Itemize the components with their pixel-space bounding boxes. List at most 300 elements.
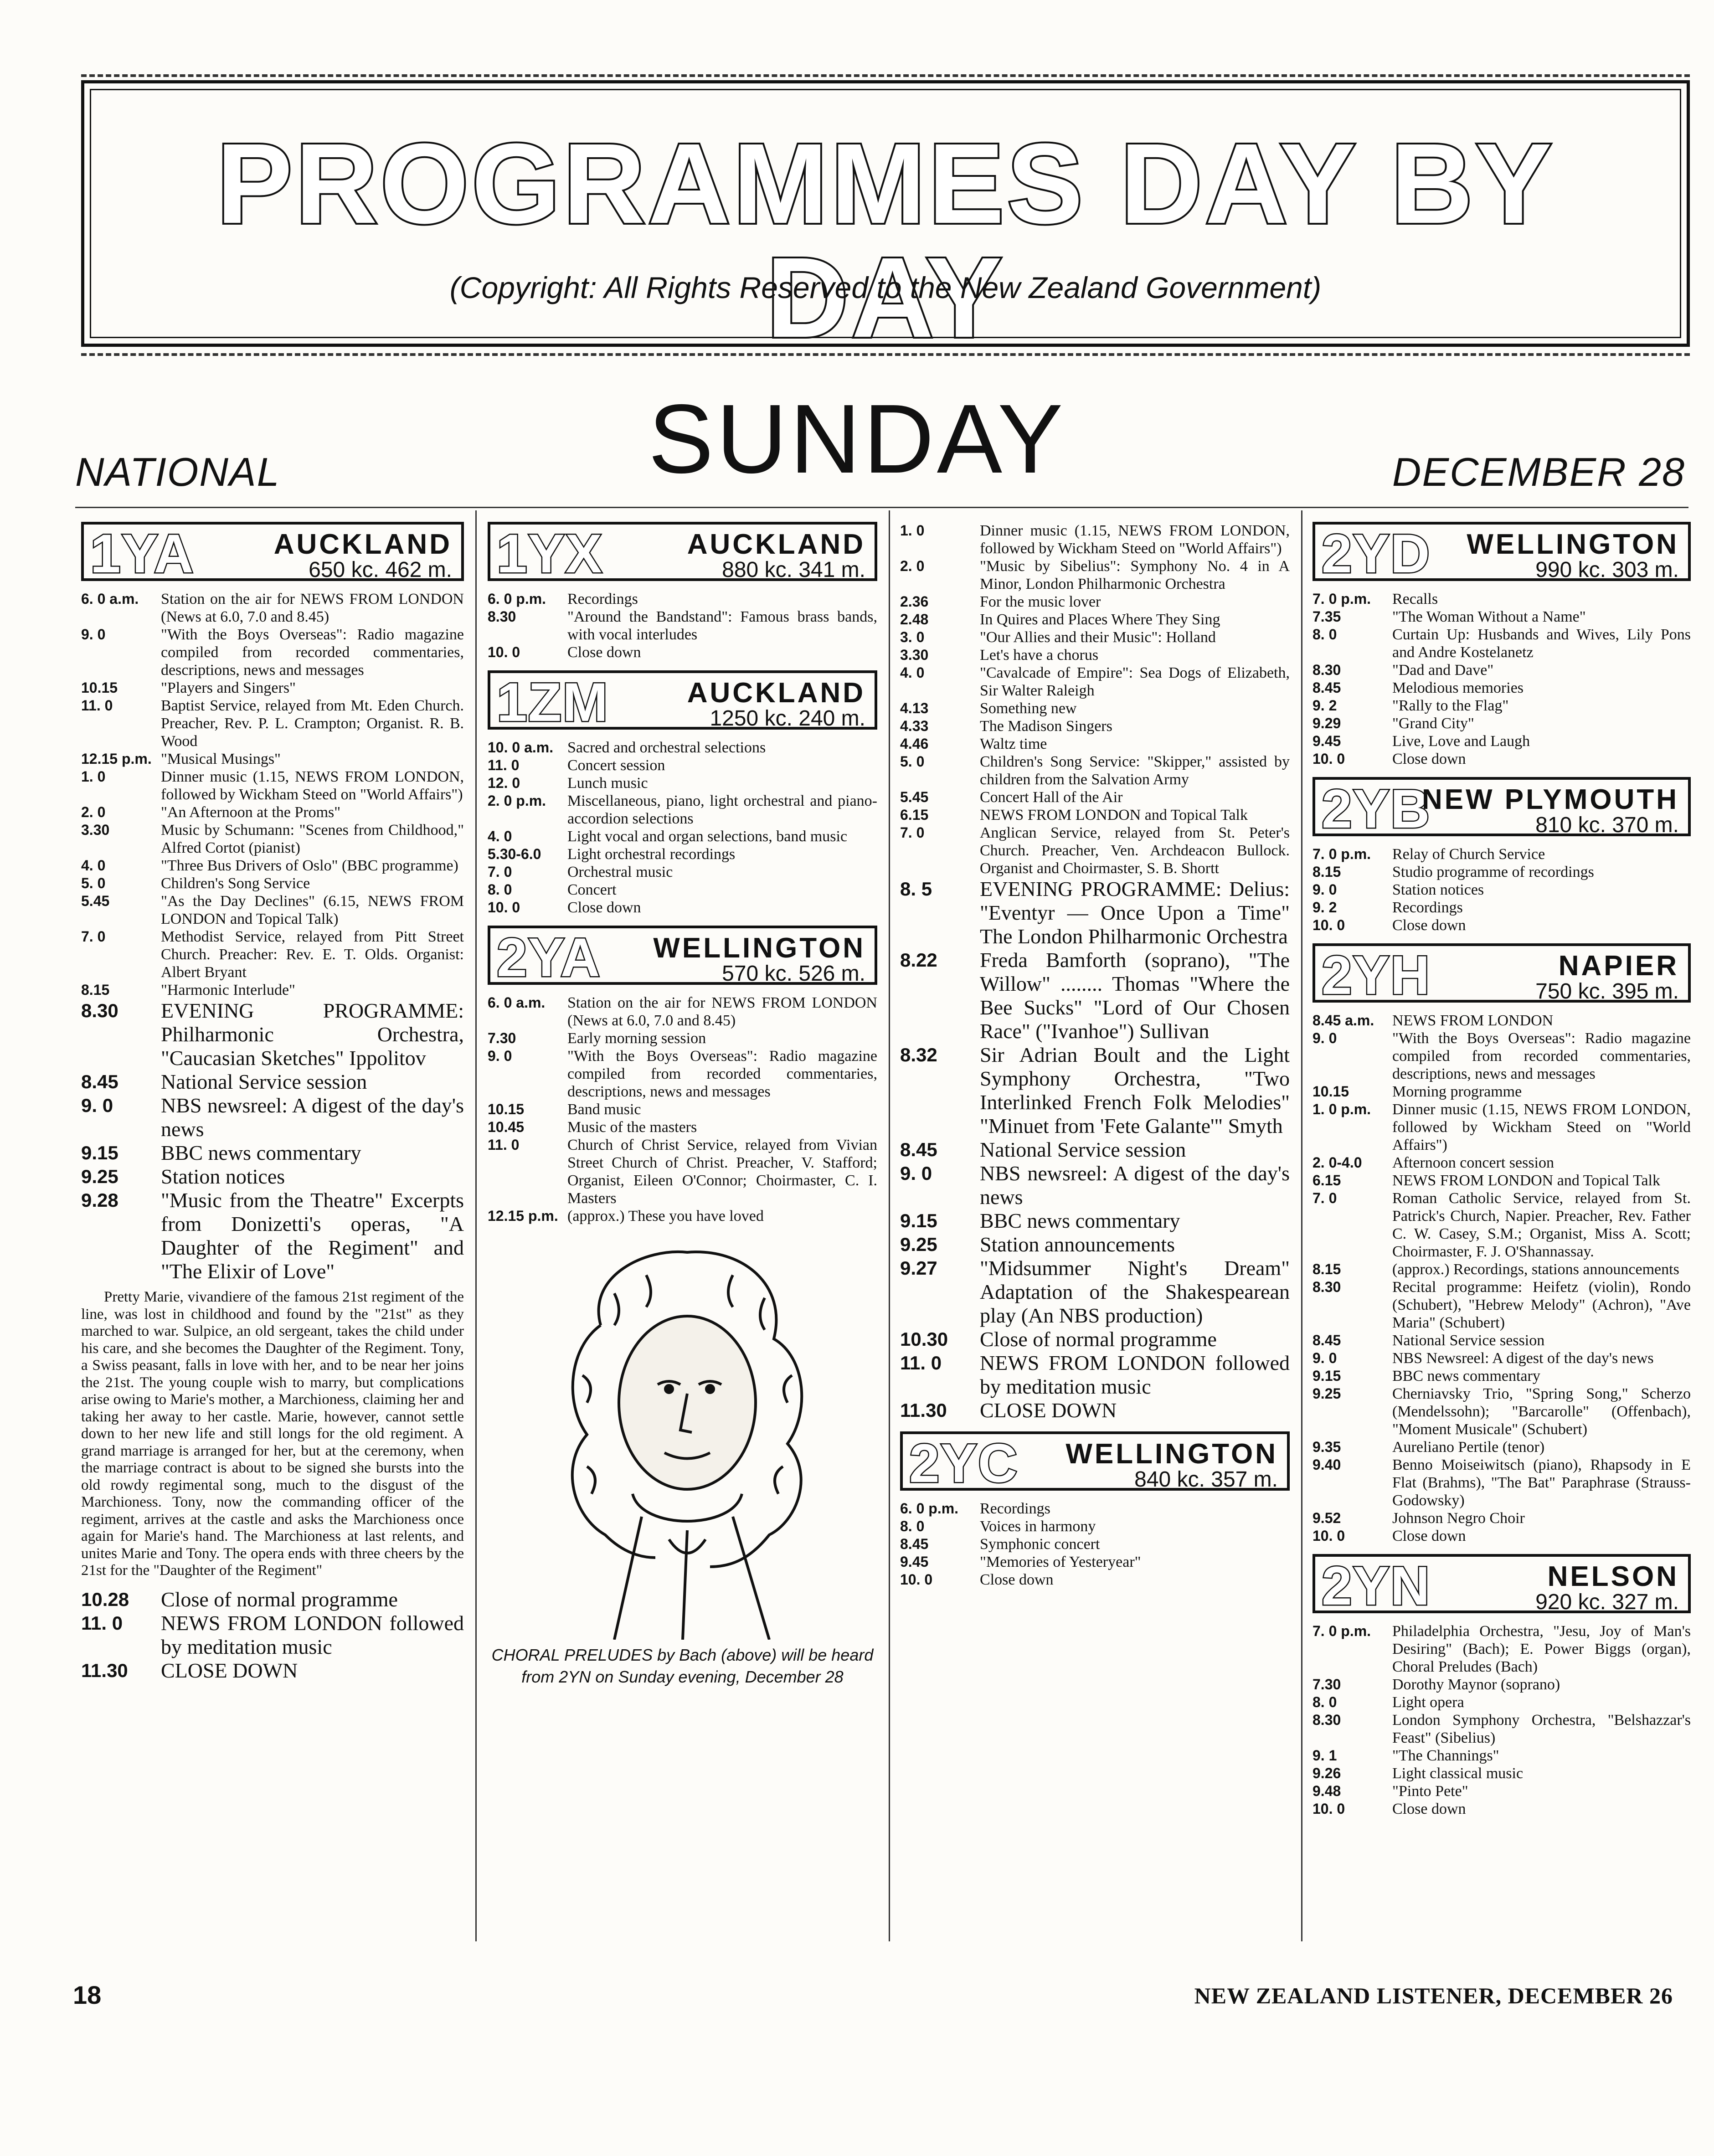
programme-entry	[81, 590, 464, 626]
programme-description: (approx.) Recordings, stations announcements	[1392, 1261, 1679, 1278]
programme-time: 10.15	[1313, 1083, 1349, 1100]
programme-entry	[488, 774, 877, 792]
programme-entry	[488, 1136, 877, 1207]
programme-entry	[488, 756, 877, 774]
programme-time: 9.45	[1313, 733, 1341, 749]
programme-time: 8.15	[1313, 864, 1341, 880]
programme-entry	[900, 735, 1290, 753]
schedule-2yc	[900, 1500, 1290, 1589]
programme-description: In Quires and Places Where They Sing	[980, 611, 1220, 628]
programme-entry	[1313, 715, 1691, 732]
programme-description: "The Channings"	[1392, 1747, 1499, 1764]
programme-time: 9. 2	[1313, 697, 1337, 714]
schedule-2ya-continued	[900, 522, 1290, 877]
programme-time: 8.30	[1313, 662, 1341, 678]
station-frequency: 650 kc. 462 m.	[309, 558, 452, 582]
programme-time: 9.29	[1313, 715, 1341, 731]
station-box-2yc	[900, 1431, 1290, 1494]
programme-entry	[900, 1043, 1290, 1138]
station-frequency: 750 kc. 395 m.	[1535, 979, 1679, 1003]
programme-entry	[81, 1070, 464, 1094]
programme-time: 6. 0 a.m.	[488, 994, 546, 1011]
programme-entry	[81, 999, 464, 1070]
station-call-sign: 2YH	[1322, 945, 1431, 1006]
station-call-sign: 2YC	[909, 1433, 1019, 1494]
programme-entry	[81, 626, 464, 679]
station-city: NELSON	[1547, 1561, 1679, 1592]
programme-time: 10. 0	[1313, 751, 1345, 767]
programme-description: Morning programme	[1392, 1083, 1522, 1100]
programme-time: 7. 0	[81, 928, 106, 945]
programme-description: "Music from the Theatre" Excerpts from Donizetti's operas, "A Daughter of the Regiment" and "The Elixir of Love"	[161, 1189, 464, 1283]
programme-entry	[1313, 899, 1691, 916]
programme-time: 6.15	[900, 807, 929, 823]
programme-time: 10. 0	[1313, 1528, 1345, 1544]
programme-entry	[1313, 863, 1691, 881]
programme-entry	[900, 1535, 1290, 1553]
column-3	[900, 522, 1290, 1589]
programme-time: 5.45	[81, 893, 110, 909]
programme-time: 9.45	[900, 1554, 929, 1570]
programme-time: 10. 0	[488, 899, 520, 916]
programme-entry	[1313, 1711, 1691, 1747]
programme-entry	[1313, 1261, 1691, 1278]
programme-entry	[1313, 1438, 1691, 1456]
programme-time: 6. 0 p.m.	[900, 1500, 959, 1517]
programme-entry	[81, 679, 464, 697]
programme-entry	[900, 1233, 1290, 1256]
programme-time: 10.45	[488, 1119, 525, 1135]
programme-entry	[1313, 1622, 1691, 1676]
programme-description: NBS newsreel: A digest of the day's news	[161, 1094, 464, 1141]
programme-time: 10. 0	[1313, 917, 1345, 933]
programme-time: 8.22	[900, 949, 937, 971]
programme-time: 10.15	[488, 1101, 525, 1117]
programme-time: 12.15 p.m.	[81, 751, 152, 767]
programme-entry	[900, 1138, 1290, 1162]
programme-description: Something new	[980, 700, 1077, 717]
banner	[81, 80, 1690, 361]
evening-programme-2ya	[900, 877, 1290, 1422]
programme-description: Anglican Service, relayed from St. Peter's Church. Preacher, Ven. Archdeacon Bullock. Organist and Choirmaster, S. B. Shortt	[980, 824, 1290, 877]
programme-time: 9. 0	[81, 1095, 113, 1116]
programme-entry	[900, 628, 1290, 646]
programme-time: 11. 0	[488, 757, 520, 773]
programme-description: "As the Day Declines" (6.15, NEWS FROM LONDON and Topical Talk)	[161, 893, 464, 927]
programme-description: Sacred and orchestral selections	[567, 739, 766, 756]
programme-time: 2. 0 p.m.	[488, 792, 546, 809]
column-1	[81, 522, 464, 1683]
programme-description: "Grand City"	[1392, 715, 1474, 732]
programme-entry	[900, 1518, 1290, 1535]
programme-time: 9.25	[81, 1166, 118, 1187]
column-divider	[889, 510, 890, 1941]
programme-entry	[1313, 750, 1691, 768]
programme-entry	[900, 1209, 1290, 1233]
schedule-2yn	[1313, 1622, 1691, 1818]
programme-time: 2.36	[900, 593, 929, 610]
evening-programme-1ya	[81, 999, 464, 1283]
station-box-2yn	[1313, 1554, 1691, 1616]
programme-time: 9.28	[81, 1189, 118, 1211]
station-frequency: 920 kc. 327 m.	[1535, 1590, 1679, 1614]
programme-entry	[900, 788, 1290, 806]
programme-time: 1. 0	[900, 522, 925, 539]
programme-time: 9. 0	[1313, 881, 1337, 898]
programme-time: 9. 0	[488, 1048, 512, 1064]
programme-description: Concert Hall of the Air	[980, 789, 1123, 806]
programme-time: 6. 0 p.m.	[488, 591, 546, 607]
programme-description: CLOSE DOWN	[980, 1399, 1117, 1422]
programme-description: London Symphony Orchestra, "Belshazzar's Feast" (Sibelius)	[1392, 1712, 1691, 1746]
programme-time: 9.48	[1313, 1783, 1341, 1799]
programme-time: 5. 0	[81, 875, 106, 891]
programme-entry	[900, 877, 1290, 948]
programme-description: EVENING PROGRAMME: Delius: "Eventyr — Once Upon a Time" The London Philharmonic Orchestra	[980, 877, 1290, 948]
programme-description: Afternoon concert session	[1392, 1154, 1554, 1171]
programme-time: 8. 0	[488, 881, 512, 898]
bottom-dashed-rule	[81, 353, 1690, 356]
programme-entry	[81, 928, 464, 981]
station-box-2yd	[1313, 522, 1691, 584]
station-frequency: 1250 kc. 240 m.	[710, 706, 865, 731]
programme-entry	[488, 899, 877, 916]
programme-time: 5. 0	[900, 753, 925, 770]
programme-time: 9. 0	[81, 626, 106, 643]
programme-entry	[488, 792, 877, 828]
programme-entry	[81, 857, 464, 875]
programme-description: Close down	[1392, 1528, 1466, 1544]
programme-description: Live, Love and Laugh	[1392, 733, 1530, 750]
programme-time: 9.25	[1313, 1385, 1341, 1402]
programme-time: 2. 0	[81, 804, 106, 820]
programme-time: 11. 0	[81, 697, 113, 714]
programme-time: 9.25	[900, 1234, 937, 1255]
programme-entry	[81, 750, 464, 768]
programme-time: 11. 0	[488, 1137, 520, 1153]
programme-description: NEWS FROM LONDON and Topical Talk	[980, 807, 1248, 823]
station-city: WELLINGTON	[1065, 1438, 1278, 1470]
programme-time: 10. 0	[1313, 1801, 1345, 1817]
schedule-1zm	[488, 739, 877, 916]
station-box-2yh	[1313, 943, 1691, 1006]
station-call-sign: 1ZM	[497, 672, 609, 733]
programme-description: Roman Catholic Service, relayed from St. Patrick's Church, Napier. Preacher, Rev. Father C. W. Casey, S.M.; Organist, Miss A. Scott; Choirmaster, F. J. O'Shannassay.	[1392, 1190, 1691, 1260]
programme-description: Station announcements	[980, 1233, 1175, 1256]
programme-entry	[1313, 916, 1691, 934]
programme-description: NEWS FROM LONDON followed by meditation music	[980, 1351, 1290, 1398]
programme-description: Johnson Negro Choir	[1392, 1510, 1525, 1527]
programme-description: Methodist Service, relayed from Pitt Street Church. Preacher: Rev. E. T. Olds. Organist: Albert Bryant	[161, 928, 464, 981]
programme-time: 9.15	[1313, 1368, 1341, 1384]
programme-entry	[1313, 1782, 1691, 1800]
programme-time: 6.15	[1313, 1172, 1341, 1189]
programme-entry	[488, 828, 877, 845]
programme-entry	[81, 821, 464, 857]
station-box-1zm	[488, 670, 877, 733]
programme-description: CLOSE DOWN	[161, 1658, 298, 1682]
programme-time: 7. 0	[488, 864, 512, 880]
programme-description: "Musical Musings"	[161, 751, 281, 767]
programme-time: 1. 0 p.m.	[1313, 1101, 1371, 1117]
programme-time: 8.32	[900, 1044, 937, 1065]
column-divider	[1301, 510, 1302, 1941]
programme-entry	[1313, 1509, 1691, 1527]
programme-time: 4.13	[900, 700, 929, 716]
programme-description: "The Woman Without a Name"	[1392, 608, 1586, 625]
programme-description: Waltz time	[980, 736, 1047, 752]
programme-time: 10.15	[81, 679, 118, 696]
programme-entry	[488, 1047, 877, 1101]
schedule-2yd	[1313, 590, 1691, 768]
programme-description: Close down	[980, 1571, 1054, 1588]
closing-schedule-1ya	[81, 1588, 464, 1683]
programme-description: Relay of Church Service	[1392, 846, 1545, 863]
programme-description: Close down	[567, 899, 641, 916]
programme-entry	[1313, 845, 1691, 863]
header-rule	[75, 507, 1688, 508]
programme-entry	[81, 803, 464, 821]
programme-time: 9. 0	[900, 1163, 932, 1184]
programme-entry	[488, 881, 877, 899]
station-city: AUCKLAND	[273, 529, 452, 560]
programme-time: 8. 0	[1313, 1694, 1337, 1710]
copyright-notice: (Copyright: All Rights Reserved to the New Zealand Government)	[449, 271, 1322, 304]
station-box-2yb	[1313, 777, 1691, 839]
programme-entry	[1313, 1693, 1691, 1711]
date-label: DECEMBER 28	[1392, 449, 1685, 494]
programme-description: Studio programme of recordings	[1392, 864, 1594, 880]
programme-entry	[81, 1189, 464, 1283]
programme-description: "An Afternoon at the Proms"	[161, 804, 341, 821]
schedule-2ya	[488, 994, 877, 1225]
programme-entry	[488, 1207, 877, 1225]
programme-entry	[1313, 1189, 1691, 1261]
station-call-sign: 2YD	[1322, 523, 1431, 584]
programme-entry	[1313, 626, 1691, 661]
programme-time: 9. 0	[1313, 1350, 1337, 1366]
programme-description: "Memories of Yesteryear"	[980, 1554, 1141, 1570]
station-frequency: 810 kc. 370 m.	[1535, 813, 1679, 837]
programme-entry	[1313, 881, 1691, 899]
programme-description: Station notices	[1392, 881, 1484, 898]
programme-entry	[900, 717, 1290, 735]
programme-entry	[900, 611, 1290, 628]
programme-time: 11. 0	[81, 1612, 123, 1634]
programme-time: 9.40	[1313, 1456, 1341, 1473]
programme-description: EVENING PROGRAMME: Philharmonic Orchestra, "Caucasian Sketches" Ippolitov	[161, 999, 464, 1070]
page-title: PROGRAMMES DAY BY DAY	[216, 120, 1554, 361]
schedule-2yb	[1313, 845, 1691, 934]
region-label: NATIONAL	[75, 449, 280, 494]
programme-description: Station notices	[161, 1165, 285, 1188]
programme-entry	[1313, 1012, 1691, 1029]
portrait-caption: CHORAL PRELUDES by Bach (above) will be heard from 2YN on Sunday evening, December 28	[491, 1646, 874, 1686]
programme-entry	[900, 824, 1290, 877]
station-call-sign: 2YN	[1322, 1555, 1431, 1616]
station-city: AUCKLAND	[687, 529, 865, 560]
programme-description: Music by Schumann: "Scenes from Childhood," Alfred Cortot (pianist)	[161, 822, 464, 856]
programme-entry	[488, 590, 877, 608]
page-number: 18	[73, 1981, 102, 2009]
programme-time: 7.30	[488, 1030, 516, 1046]
programme-entry	[81, 1588, 464, 1611]
programme-description: Music of the masters	[567, 1119, 697, 1136]
day-heading: SUNDAY	[648, 384, 1066, 494]
programme-entry	[1313, 1456, 1691, 1509]
station-city: WELLINGTON	[653, 932, 865, 964]
programme-time: 5.30-6.0	[488, 846, 541, 862]
programme-description: Close down	[1392, 751, 1466, 767]
programme-time: 8.15	[81, 982, 110, 998]
programme-description: Cherniavsky Trio, "Spring Song," Scherzo (Mendelssohn); "Barcarolle" (Offenbach), "Moment Musicale" (Schubert)	[1392, 1385, 1691, 1438]
programme-description: Miscellaneous, piano, light orchestral and piano-accordion selections	[567, 792, 877, 827]
programme-entry	[900, 1256, 1290, 1328]
programme-time: 6. 0 a.m.	[81, 591, 139, 607]
programme-time: 10.30	[900, 1328, 948, 1350]
programme-description: Lunch music	[567, 775, 648, 792]
programme-description: Light orchestral recordings	[567, 846, 736, 863]
programme-time: 9. 2	[1313, 899, 1337, 916]
programme-time: 9.15	[900, 1210, 937, 1231]
programme-entry	[1313, 1029, 1691, 1083]
column-divider	[475, 510, 477, 1941]
station-call-sign: 2YA	[497, 927, 601, 988]
programme-description: Children's Song Service: "Skipper," assisted by children from the Salvation Army	[980, 753, 1290, 788]
station-box-2ya	[488, 926, 877, 988]
programme-time: 10.28	[81, 1588, 129, 1610]
programme-entry	[81, 1611, 464, 1659]
programme-description: For the music lover	[980, 593, 1101, 610]
programme-description: NEWS FROM LONDON followed by meditation music	[161, 1611, 464, 1658]
programme-time: 3.30	[900, 647, 929, 663]
programme-description: National Service session	[1392, 1332, 1545, 1349]
programme-time: 8.45	[81, 1071, 118, 1092]
schedule-1ya	[81, 590, 464, 999]
programme-time: 11.30	[81, 1659, 128, 1681]
station-call-sign: 1YX	[497, 523, 603, 584]
programme-entry	[81, 1141, 464, 1165]
programme-time: 4. 0	[900, 664, 925, 681]
programme-description: Recordings	[567, 591, 638, 607]
programme-entry	[1313, 1385, 1691, 1438]
programme-time: 9. 1	[1313, 1747, 1337, 1764]
programme-description: "Cavalcade of Empire": Sea Dogs of Elizabeth, Sir Walter Raleigh	[980, 664, 1290, 699]
programme-description: Freda Bamforth (soprano), "The Willow" ........ Thomas "Where the Bee Sucks" "Lord of Our Chosen Race" ("Ivanhoe") Sullivan	[980, 948, 1290, 1043]
programme-description: Orchestral music	[567, 864, 673, 880]
programme-entry	[81, 1165, 464, 1189]
programme-description: NBS Newsreel: A digest of the day's news	[1392, 1350, 1654, 1367]
programme-description: Close down	[1392, 1801, 1466, 1817]
programme-description: Voices in harmony	[980, 1518, 1096, 1535]
programme-entry	[900, 948, 1290, 1043]
programme-description: "Rally to the Flag"	[1392, 697, 1509, 714]
opera-synopsis: Pretty Marie, vivandiere of the famous 21st regiment of the line, was lost in childhood and found by the "21st" as they marched to war. Sulpice, an old sergeant, takes the child under his care, and she becomes the Daughter of the Regiment. Tony, a Swiss peasant, falls in love with her, and to be near her joins the 21st. The young couple wish to marry, but complications arise owing to Marie's mother, a Marchioness, claiming her and taking her away to her castle. Marie, however, cannot settle down to her new life and still longs for the old regiment. A grand marriage is arranged for her, but at the ceremony, when the marriage contract is about to be signed she bursts into the old rowdy regimental song, much to the disgust of the Marchioness. Tony, now the commanding officer of the regiment, arrives at the castle and asks the Marchioness once again for Marie's hand. The Marchioness at last relents, and unites Marie and Tony. The opera ends with three cheers by the 21st for the "Daughter of the Regiment"	[81, 1289, 464, 1579]
programme-time: 2. 0-4.0	[1313, 1154, 1362, 1171]
programme-entry	[900, 753, 1290, 788]
programme-time: 7.35	[1313, 608, 1341, 625]
programme-description: Dinner music (1.15, NEWS FROM LONDON, followed by Wickham Steed on "World Affairs")	[980, 522, 1290, 557]
programme-entry	[900, 1500, 1290, 1518]
programme-description: Dinner music (1.15, NEWS FROM LONDON, followed by Wickham Steed on "World Affairs")	[1392, 1101, 1691, 1153]
programme-description: Recordings	[980, 1500, 1050, 1517]
bach-portrait-illustration	[496, 1239, 870, 1640]
station-frequency: 990 kc. 303 m.	[1535, 558, 1679, 582]
programme-time: 9. 0	[1313, 1030, 1337, 1046]
programme-time: 1. 0	[81, 768, 106, 785]
programme-entry	[81, 981, 464, 999]
programme-entry	[1313, 1527, 1691, 1545]
programme-description: BBC news commentary	[161, 1141, 361, 1164]
programme-description: Church of Christ Service, relayed from Vivian Street Church of Christ. Preacher, V. Stafford; Organist, Eileen O'Connor; Choirmaster, C. I. Masters	[567, 1137, 877, 1207]
station-city: NEW PLYMOUTH	[1421, 784, 1679, 815]
programme-description: Symphonic concert	[980, 1536, 1100, 1553]
programme-description: Close of normal programme	[980, 1328, 1217, 1351]
station-city: NAPIER	[1558, 950, 1679, 982]
programme-entry	[900, 1328, 1290, 1351]
programme-entry	[1313, 1332, 1691, 1349]
programme-entry	[900, 1399, 1290, 1422]
programme-description: "With the Boys Overseas": Radio magazine compiled from recorded commentaries, descriptions, news and messages	[1392, 1030, 1691, 1082]
programme-description: BBC news commentary	[980, 1209, 1180, 1232]
programme-entry	[900, 557, 1290, 593]
programme-description: Concert	[567, 881, 617, 898]
programme-description: Benno Moiseiwitsch (piano), Rhapsody in E Flat (Brahms), "The Bat" Paraphrase (Strauss-Godowsky)	[1392, 1456, 1691, 1509]
programme-description: Recordings	[1392, 899, 1463, 916]
programme-description: (approx.) These you have loved	[567, 1208, 764, 1225]
programme-time: 8.45	[1313, 679, 1341, 696]
programme-time: 8.30	[81, 1000, 118, 1021]
programme-time: 8.30	[1313, 1279, 1341, 1295]
programme-entry	[1313, 1367, 1691, 1385]
programme-time: 7. 0 p.m.	[1313, 591, 1371, 607]
programme-entry	[81, 1094, 464, 1141]
station-city: AUCKLAND	[687, 677, 865, 709]
programme-description: Light classical music	[1392, 1765, 1524, 1782]
programme-time: 8.45 a.m.	[1313, 1012, 1374, 1029]
programme-description: Aureliano Pertile (tenor)	[1392, 1439, 1545, 1456]
programme-time: 8. 0	[900, 1518, 925, 1534]
column-4	[1313, 522, 1691, 1818]
programme-time: 8. 5	[900, 878, 932, 900]
programme-entry	[81, 1659, 464, 1683]
programme-time: 9.52	[1313, 1510, 1341, 1526]
station-box-1yx	[488, 522, 877, 584]
programme-time: 2.48	[900, 611, 929, 628]
programme-time: 9.15	[81, 1142, 118, 1163]
column-2	[488, 522, 877, 1688]
programme-entry	[900, 1553, 1290, 1571]
programme-description: NEWS FROM LONDON	[1392, 1012, 1554, 1029]
programme-entry	[900, 646, 1290, 664]
programme-time: 12. 0	[488, 775, 520, 791]
programme-entry	[1313, 732, 1691, 750]
programme-description: "With the Boys Overseas": Radio magazine compiled from recorded commentaries, descriptions, news and messages	[161, 626, 464, 679]
station-box-1ya	[81, 522, 464, 584]
programme-time: 9.27	[900, 1257, 937, 1279]
programme-entry	[900, 664, 1290, 700]
programme-description: Sir Adrian Boult and the Light Symphony Orchestra, "Two Interlinked French Folk Melodies" "Minuet from 'Fete Galante'" Smyth	[980, 1043, 1290, 1137]
programme-description: Baptist Service, relayed from Mt. Eden Church. Preacher, Rev. P. L. Crampton; Organist. R. B. Wood	[161, 697, 464, 750]
station-frequency: 570 kc. 526 m.	[722, 962, 865, 986]
programme-entry	[1313, 1747, 1691, 1765]
programme-entry	[81, 892, 464, 928]
programme-entry	[488, 863, 877, 881]
programme-description: NBS newsreel: A digest of the day's news	[980, 1162, 1290, 1209]
programme-time: 5.45	[900, 789, 929, 805]
programme-description: "Players and Singers"	[161, 679, 296, 696]
programme-entry	[900, 522, 1290, 557]
